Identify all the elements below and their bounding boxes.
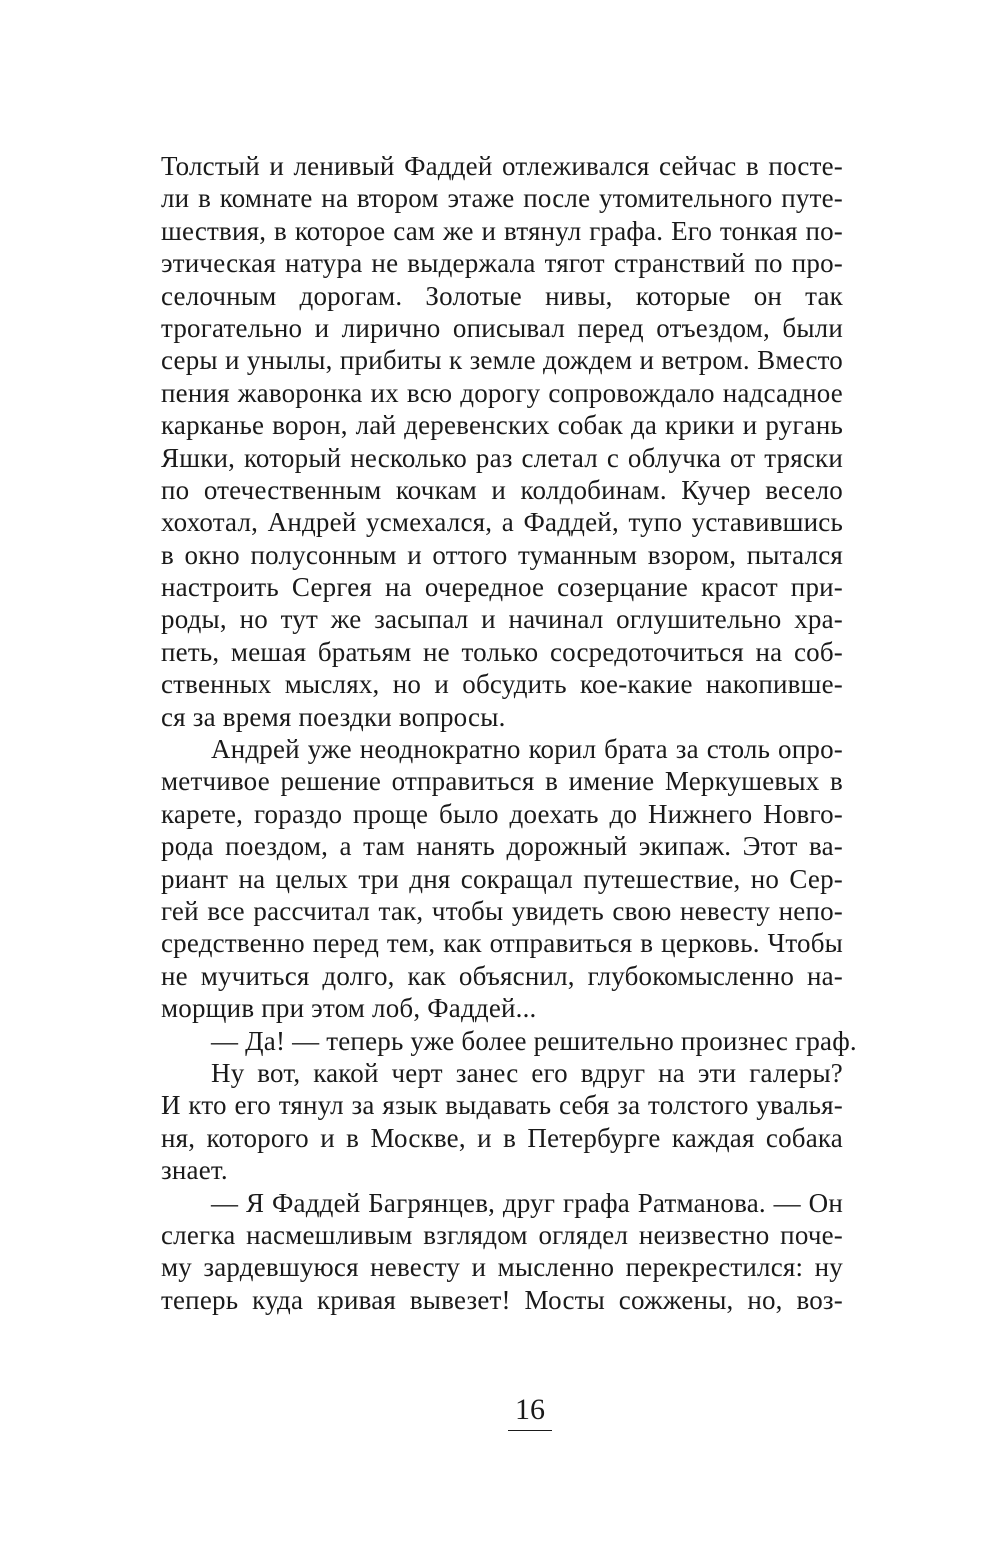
text-line: И кто его тянул за язык выдавать себя за толстого увалья-	[161, 1090, 843, 1121]
text-line: средственно перед тем, как отправиться в церковь. Чтобы	[161, 928, 843, 959]
text-line: петь, мешая братьям не только сосредоточиться на соб-	[161, 636, 843, 667]
text-line: серы и унылы, прибиты к земле дождем и ветром. Вместо	[161, 345, 843, 376]
text-line: метчивое решение отправиться в имение Меркушевых в	[161, 766, 843, 797]
text-line: не мучиться долго, как объяснил, глубокомысленно на-	[161, 960, 843, 991]
text-line: Ну вот, какой черт занес его вдруг на эти галеры?	[211, 1057, 843, 1088]
text-line: карканье ворон, лай деревенских собак да крики и ругань	[161, 410, 843, 441]
text-line: в окно полусонным и оттого туманным взором, пытался	[161, 539, 843, 570]
text-line: Андрей уже неоднократно корил брата за столь опро-	[211, 734, 843, 765]
text-line: рода поездом, а там нанять дорожный экипаж. Этот ва-	[161, 831, 843, 862]
text-line: слегка насмешливым взглядом оглядел неизвестно поче-	[161, 1219, 843, 1250]
text-line: ся за время поездки вопросы.	[161, 701, 506, 732]
text-line: роды, но тут же засыпал и начинал оглушительно хра-	[161, 604, 843, 635]
text-line: — Я Фаддей Багрянцев, друг графа Ратманова. — Он	[211, 1187, 843, 1218]
text-line: ня, которого и в Москве, и в Петербурге каждая собака	[161, 1122, 843, 1153]
text-line: ли в комнате на втором этаже после утомительного путе-	[161, 183, 843, 214]
text-line: шествия, в которое сам же и втянул графа. Его тонкая по-	[161, 215, 843, 246]
page-number-rule	[508, 1430, 552, 1431]
text-line: карете, гораздо проще было доехать до Нижнего Новго-	[161, 798, 843, 829]
text-line: гей все рассчитал так, чтобы увидеть свою невесту непо-	[161, 895, 843, 926]
text-line: настроить Сергея на очередное созерцание красот при-	[161, 572, 843, 603]
text-line: му зардевшуюся невесту и мысленно перекрестился: ну	[161, 1252, 843, 1283]
text-line: трогательно и лирично описывал перед отъездом, были	[161, 312, 843, 343]
text-line: — Да! — теперь уже более решительно произнес граф.	[211, 1025, 857, 1056]
text-line: по отечественным кочкам и колдобинам. Кучер весело	[161, 474, 843, 505]
text-line: Толстый и ленивый Фаддей отлеживался сейчас в посте-	[161, 151, 843, 181]
text-line: морщив при этом лоб, Фаддей...	[161, 993, 537, 1024]
text-line: этическая натура не выдержала тягот странствий по про-	[161, 248, 843, 279]
text-line: хохотал, Андрей усмехался, а Фаддей, тупо уставившись	[161, 507, 843, 538]
text-line: риант на целых три дня сокращал путешествие, но Сер-	[161, 863, 843, 894]
text-line: ственных мыслях, но и обсудить кое-какие накопивше-	[161, 669, 843, 700]
body-text	[161, 150, 857, 1316]
text-line: теперь куда кривая вывезет! Мосты сожжены, но, воз-	[161, 1284, 843, 1315]
text-line: селочным дорогам. Золотые нивы, которые он так	[161, 280, 843, 311]
text-line: знает.	[161, 1155, 228, 1186]
text-line: пения жаворонка их всю дорогу сопровождало надсадное	[161, 377, 843, 408]
text-line: Яшки, который несколько раз слетал с облучка от тряски	[161, 442, 843, 473]
page-number: 16	[515, 1393, 545, 1426]
